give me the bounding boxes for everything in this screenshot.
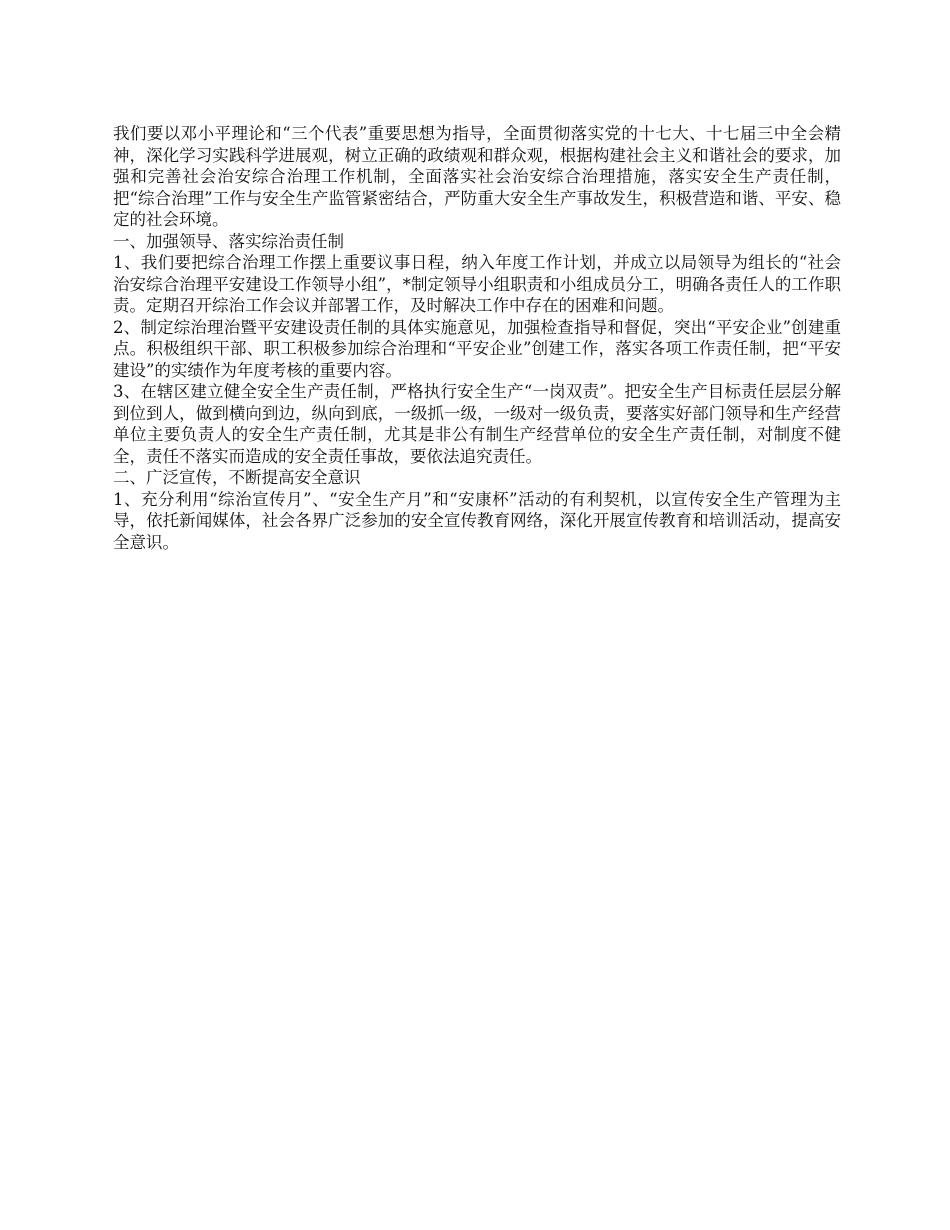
section-heading-1: 一、加强领导、落实综治责任制 xyxy=(113,231,344,251)
section-1-item-1: 1、我们要把综合治理工作摆上重要议事日程，纳入年度工作计划，并成立以局领导为组长的“社会治安综合治理平安建设工作领导小组”，*制定领导小组职责和小组成员分工，明确各责任人的工作职责。定期召开综治工作会议并部署工作，及时解决工作中存在的困难和问题。 xyxy=(113,253,841,315)
section-1-item-3: 3、在辖区建立健全安全生产责任制，严格执行安全生产“一岗双责”。把安全生产目标责任层层分解到位到人，做到横向到边，纵向到底，一级抓一级，一级对一级负责，要落实好部门领导和生产经营单位主要负责人的安全生产责任制，尤其是非公有制生产经营单位的安全生产责任制，对制度不健全，责任不落实而造成的安全责任事故，要依法追究责任。 xyxy=(113,382,841,466)
intro-paragraph: 我们要以邓小平理论和“三个代表”重要思想为指导，全面贯彻落实党的十七大、十七届三中全会精神，深化学习实践科学进展观，树立正确的政绩观和群众观，根据构建社会主义和谐社会的要求，加强和完善社会治安综合治理工作机制，全面落实社会治安综合治理措施，落实安全生产责任制，把“综合治理”工作与安全生产监管紧密结合，严防重大安全生产事故发生，积极营造和谐、平安、稳定的社会环境。 xyxy=(113,124,841,229)
section-heading-2: 二、广泛宣传，不断提高安全意识 xyxy=(113,468,361,487)
document-body xyxy=(113,123,841,553)
section-1-item-2: 2、制定综治理治暨平安建设责任制的具体实施意见，加强检查指导和督促，突出“平安企业”创建重点。积极组织干部、职工积极参加综合治理和“平安企业”创建工作，落实各项工作责任制，把“平安建设”的实绩作为年度考核的重要内容。 xyxy=(113,317,841,380)
section-2-item-1: 1、充分利用“综治宣传月”、“安全生产月”和“安康杯”活动的有利契机，以宣传安全生产管理为主导，依托新闻媒体，社会各界广泛参加的安全宣传教育网络，深化开展宣传教育和培训活动，提高安全意识。 xyxy=(113,489,841,552)
